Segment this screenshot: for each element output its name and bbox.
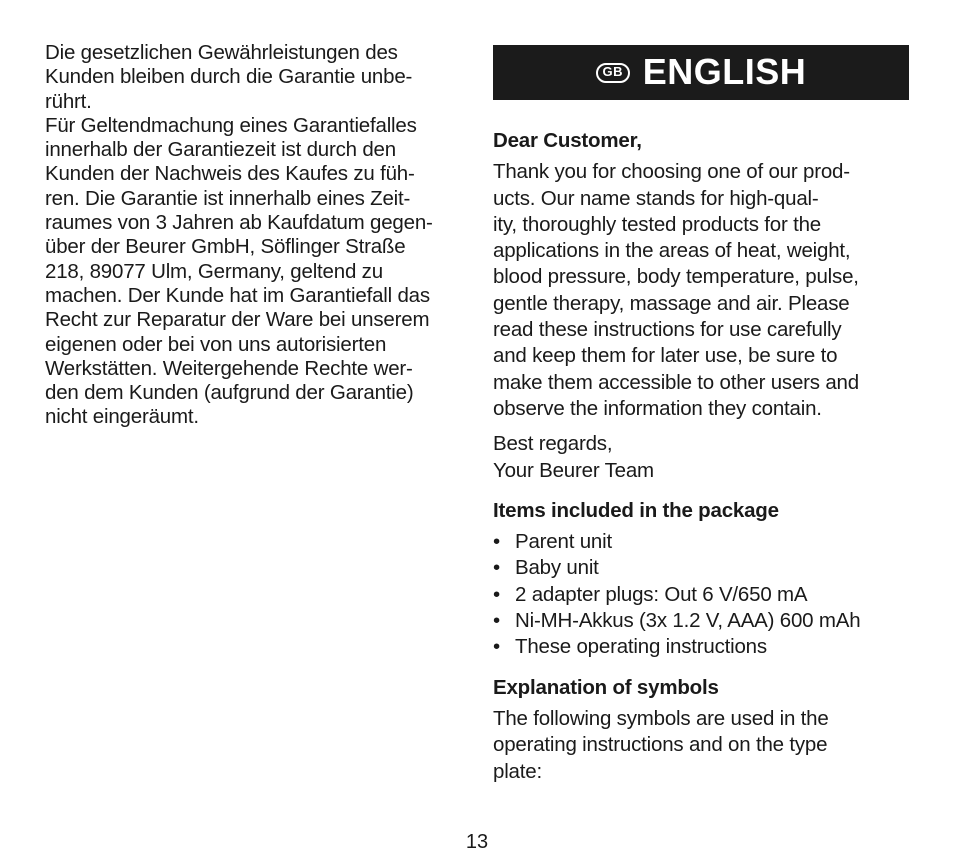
item-label: Parent unit — [515, 530, 612, 554]
text-line: Für Geltendmachung eines Garantiefalles — [45, 113, 417, 137]
text-line: make them accessible to other users and — [493, 370, 859, 394]
warranty-text — [45, 41, 465, 430]
text-line: Best regards, — [493, 432, 613, 456]
text-line: blood pressure, body temperature, pulse, — [493, 265, 859, 289]
text-line: Kunden der Nachweis des Kaufes zu füh- — [45, 162, 415, 186]
list-item — [493, 582, 909, 608]
item-label: Ni-MH-Akkus (3x 1.2 V, AAA) 600 mAh — [515, 609, 861, 633]
language-title: ENGLISH — [642, 51, 807, 93]
text-line: 218, 89077 Ulm, Germany, geltend zu — [45, 259, 383, 283]
text-line: applications in the areas of heat, weight, — [493, 239, 851, 263]
bullet-icon: • — [493, 635, 500, 659]
salutation: Dear Customer, — [493, 129, 642, 152]
text-line: observe the information they contain. — [493, 396, 822, 420]
list-item — [493, 529, 909, 555]
text-line: über der Beurer GmbH, Söflinger Straße — [45, 235, 406, 259]
text-line: ucts. Our name stands for high-qual- — [493, 186, 819, 210]
text-line: Kunden bleiben durch die Garantie unbe- — [45, 65, 413, 89]
text-line: operating instructions and on the type — [493, 733, 828, 757]
text-line: rührt. — [45, 89, 92, 113]
list-item — [493, 634, 909, 660]
text-line: den dem Kunden (aufgrund der Garantie) — [45, 381, 414, 405]
package-items-list — [493, 529, 909, 660]
text-line: eigenen oder bei von uns autorisierten — [45, 332, 387, 356]
item-label: 2 adapter plugs: Out 6 V/650 mA — [515, 582, 808, 606]
text-line: Die gesetzlichen Gewährleistungen des — [45, 41, 398, 64]
list-item — [493, 555, 909, 581]
page-number: 13 — [465, 831, 489, 853]
text-line: innerhalb der Garantiezeit ist durch den — [45, 138, 396, 162]
text-line: and keep them for later use, be sure to — [493, 344, 838, 368]
text-line: ren. Die Garantie ist innerhalb eines Zeit- — [45, 186, 411, 210]
text-line: plate: — [493, 759, 542, 783]
symbols-paragraph — [493, 706, 909, 785]
symbols-heading: Explanation of symbols — [493, 675, 719, 699]
country-code-badge: GB — [596, 63, 630, 83]
list-item — [493, 608, 909, 634]
text-line: read these instructions for use carefully — [493, 318, 842, 342]
english-section — [493, 45, 909, 785]
regards — [493, 431, 909, 484]
text-line: gentle therapy, massage and air. Please — [493, 291, 850, 315]
item-label: These operating instructions — [515, 635, 767, 659]
text-line: The following symbols are used in the — [493, 706, 829, 730]
text-line: Recht zur Reparatur der Ware bei unserem — [45, 308, 430, 332]
bullet-icon: • — [493, 582, 500, 606]
intro-paragraph — [493, 159, 909, 422]
item-label: Baby unit — [515, 556, 599, 580]
bullet-icon: • — [493, 530, 500, 554]
text-line: raumes von 3 Jahren ab Kaufdatum gegen- — [45, 211, 433, 235]
text-line: Your Beurer Team — [493, 458, 654, 482]
bullet-icon: • — [493, 556, 500, 580]
items-heading: Items included in the package — [493, 498, 779, 522]
text-line: Werkstätten. Weitergehende Rechte wer- — [45, 356, 413, 380]
text-line: nicht eingeräumt. — [45, 405, 199, 429]
bullet-icon: • — [493, 609, 500, 633]
text-line: Thank you for choosing one of our prod- — [493, 160, 850, 184]
text-line: machen. Der Kunde hat im Garantiefall das — [45, 283, 430, 307]
language-banner — [493, 45, 909, 100]
text-line: ity, thoroughly tested products for the — [493, 212, 821, 236]
